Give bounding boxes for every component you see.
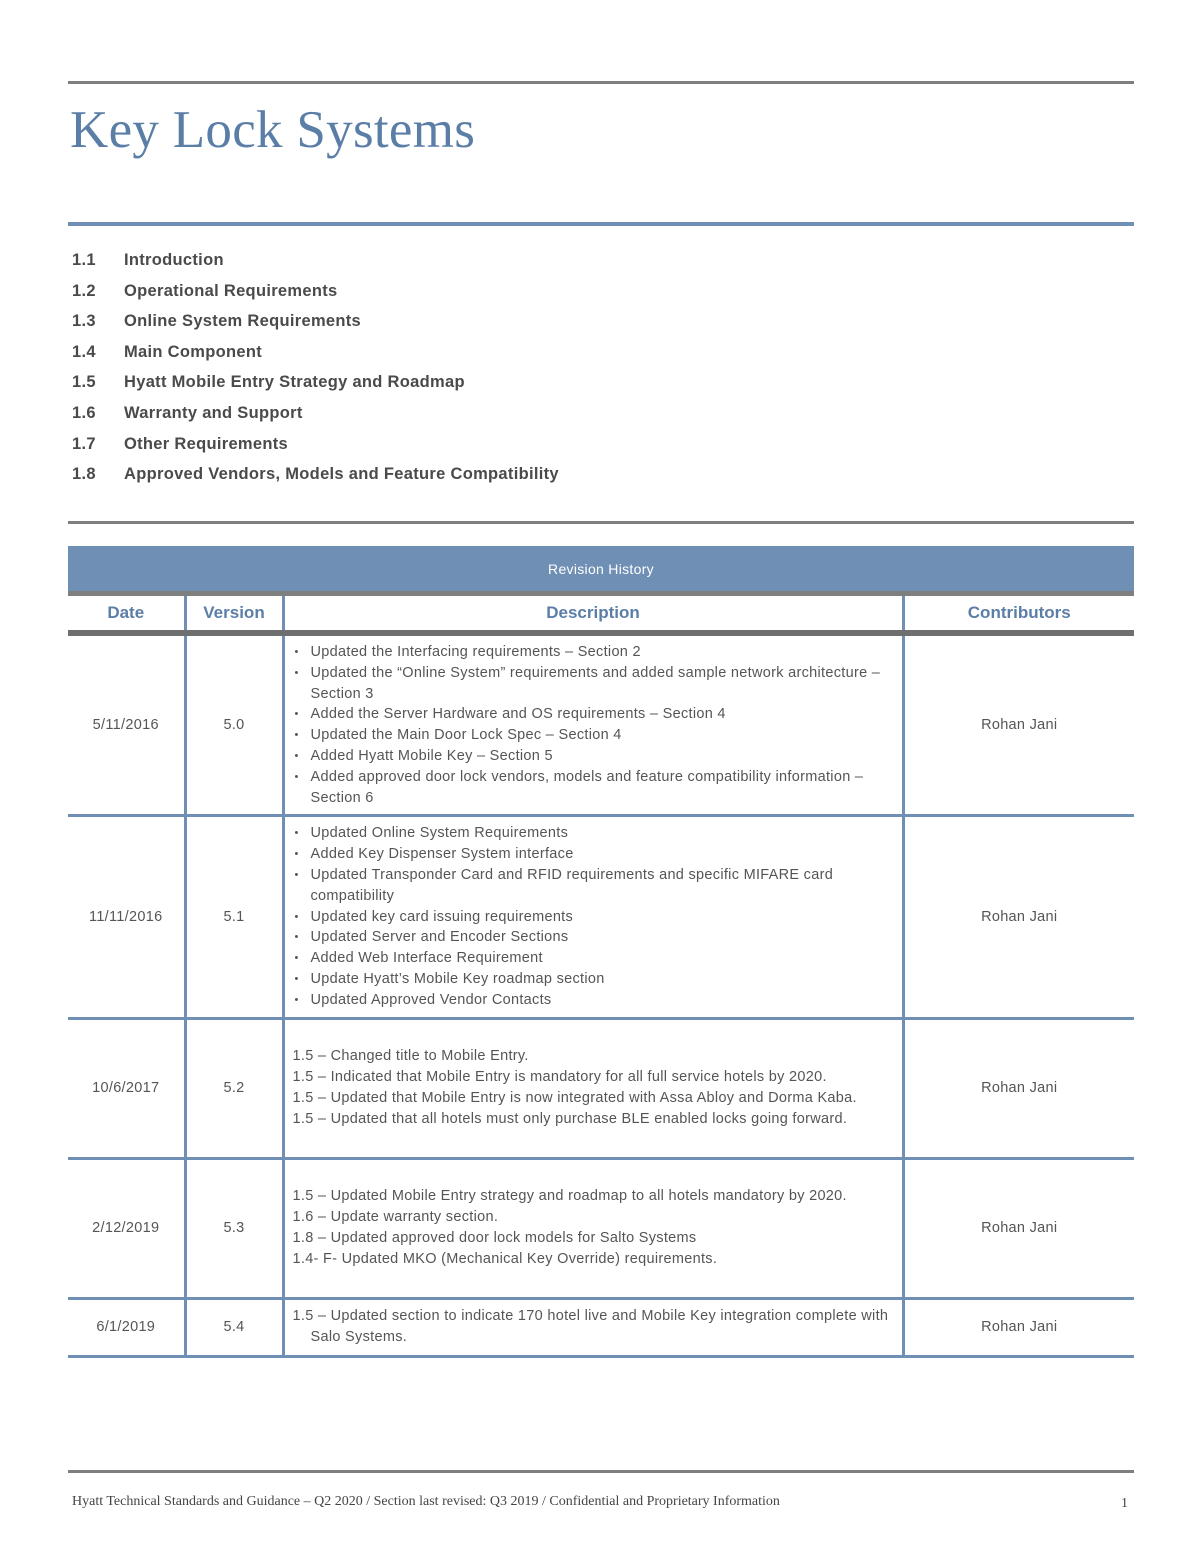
title-divider: [68, 222, 1134, 226]
column-header-contributors: Contributors: [903, 594, 1134, 634]
toc-divider: [68, 521, 1134, 524]
description-cell: [283, 816, 903, 1018]
description-list: [293, 642, 894, 808]
contributor-cell: Rohan Jani: [903, 1158, 1134, 1298]
description-item: 1.5 – Updated that all hotels must only purchase BLE enabled locks going forward.: [292, 1110, 848, 1127]
toc-number: 1.6: [72, 403, 96, 422]
toc-number: 1.4: [72, 342, 96, 361]
toc-number: 1.8: [72, 465, 96, 484]
description-list: [293, 1306, 894, 1348]
description-item: • Added Web Interface Requirement: [293, 948, 894, 969]
contributor-cell: Rohan Jani: [903, 633, 1134, 816]
page-number: 1: [1121, 1496, 1128, 1511]
description-item: 1.8 – Updated approved door lock models for Salto Systems: [292, 1230, 697, 1247]
page-title: Key Lock Systems: [70, 101, 476, 159]
date-cell: 10/6/2017: [68, 1018, 185, 1158]
description-cell: [283, 1298, 903, 1356]
table-row: [68, 633, 1134, 816]
description-item: • Updated Approved Vendor Contacts: [293, 990, 894, 1011]
toc-item[interactable]: [72, 432, 559, 463]
toc-label: Warranty and Support: [124, 403, 303, 422]
description-item: • Updated the “Online System” requirements and added sample network architecture – Section 3: [293, 663, 894, 705]
revision-history-table: [68, 546, 1134, 1358]
description-item: 1.4- F- Updated MKO (Mechanical Key Override) requirements.: [292, 1250, 718, 1267]
table-row: [68, 816, 1134, 1018]
column-header-version: Version: [185, 594, 283, 634]
column-header-date: Date: [68, 594, 185, 634]
description-item: • Updated the Main Door Lock Spec – Section 4: [293, 725, 894, 746]
description-list: [293, 1186, 894, 1269]
description-item: 1.6 – Update warranty section.: [292, 1209, 499, 1226]
toc-item[interactable]: [72, 279, 559, 310]
toc-number: 1.2: [72, 281, 96, 300]
toc-item[interactable]: [72, 401, 559, 432]
description-item: • Updated the Interfacing requirements – Section 2: [293, 642, 894, 663]
description-item: • Updated Server and Encoder Sections: [293, 927, 894, 948]
toc-label: Online System Requirements: [124, 312, 362, 331]
description-item: • Update Hyatt’s Mobile Key roadmap section: [293, 969, 894, 990]
description-cell: [283, 1018, 903, 1158]
version-cell: 5.0: [185, 633, 283, 816]
revision-history-banner: Revision History: [68, 546, 1134, 594]
toc-label: Other Requirements: [124, 434, 289, 453]
description-item: • Added the Server Hardware and OS requirements – Section 4: [293, 704, 894, 725]
description-cell: [283, 633, 903, 816]
toc-number: 1.5: [72, 373, 96, 392]
toc-label: Approved Vendors, Models and Feature Compatibility: [124, 465, 559, 484]
date-cell: 6/1/2019: [68, 1298, 185, 1356]
toc-item[interactable]: [72, 462, 559, 493]
description-item: • Updated Transponder Card and RFID requirements and specific MIFARE card compatibility: [293, 865, 894, 907]
date-cell: 2/12/2019: [68, 1158, 185, 1298]
top-divider: [68, 81, 1134, 84]
toc-item[interactable]: [72, 309, 559, 340]
description-item: • Added Hyatt Mobile Key – Section 5: [293, 746, 894, 767]
description-list: [293, 1046, 894, 1129]
toc-label: Introduction: [124, 251, 224, 269]
version-cell: 5.2: [185, 1018, 283, 1158]
description-list: [293, 823, 894, 1010]
toc-item[interactable]: [72, 370, 559, 401]
version-cell: 5.3: [185, 1158, 283, 1298]
table-row: [68, 1158, 1134, 1298]
footer-divider: [68, 1470, 1134, 1473]
toc-number: 1.1: [72, 251, 96, 269]
toc-item[interactable]: [72, 340, 559, 371]
version-cell: 5.1: [185, 816, 283, 1018]
description-item: • Updated key card issuing requirements: [293, 907, 894, 928]
date-cell: 5/11/2016: [68, 633, 185, 816]
contributor-cell: Rohan Jani: [903, 816, 1134, 1018]
description-item: • Added approved door lock vendors, models and feature compatibility information – Section 6: [293, 767, 894, 809]
description-item: • Updated Online System Requirements: [293, 823, 894, 844]
description-item: • Added Key Dispenser System interface: [293, 844, 894, 865]
toc-label: Hyatt Mobile Entry Strategy and Roadmap: [124, 373, 465, 392]
toc-item[interactable]: [72, 248, 559, 279]
contributor-cell: Rohan Jani: [903, 1298, 1134, 1356]
toc-number: 1.7: [72, 434, 96, 453]
revision-rows: [68, 633, 1134, 1356]
toc-label: Operational Requirements: [124, 281, 338, 300]
description-item: 1.5 – Changed title to Mobile Entry.: [292, 1048, 529, 1065]
description-item: 1.5 – Updated that Mobile Entry is now integrated with Assa Abloy and Dorma Kaba.: [292, 1090, 857, 1107]
contributor-cell: Rohan Jani: [903, 1018, 1134, 1158]
column-header-description: Description: [283, 594, 903, 634]
description-item: 1.5 – Updated section to indicate 170 hotel live and Mobile Key integration complete with Salo Systems.: [292, 1308, 889, 1346]
version-cell: 5.4: [185, 1298, 283, 1356]
table-row: [68, 1298, 1134, 1356]
description-item: 1.5 – Indicated that Mobile Entry is mandatory for all full service hotels by 2020.: [292, 1069, 827, 1086]
description-item: 1.5 – Updated Mobile Entry strategy and roadmap to all hotels mandatory by 2020.: [292, 1188, 847, 1205]
toc-label: Main Component: [124, 342, 263, 361]
table-row: [68, 1018, 1134, 1158]
table-of-contents: [72, 248, 559, 493]
description-cell: [283, 1158, 903, 1298]
toc-number: 1.3: [72, 312, 96, 331]
date-cell: 11/11/2016: [68, 816, 185, 1018]
footer-text: Hyatt Technical Standards and Guidance – Q2 2020 / Section last revised: Q3 2019 / Confidential and Proprietary Information: [72, 1494, 780, 1509]
